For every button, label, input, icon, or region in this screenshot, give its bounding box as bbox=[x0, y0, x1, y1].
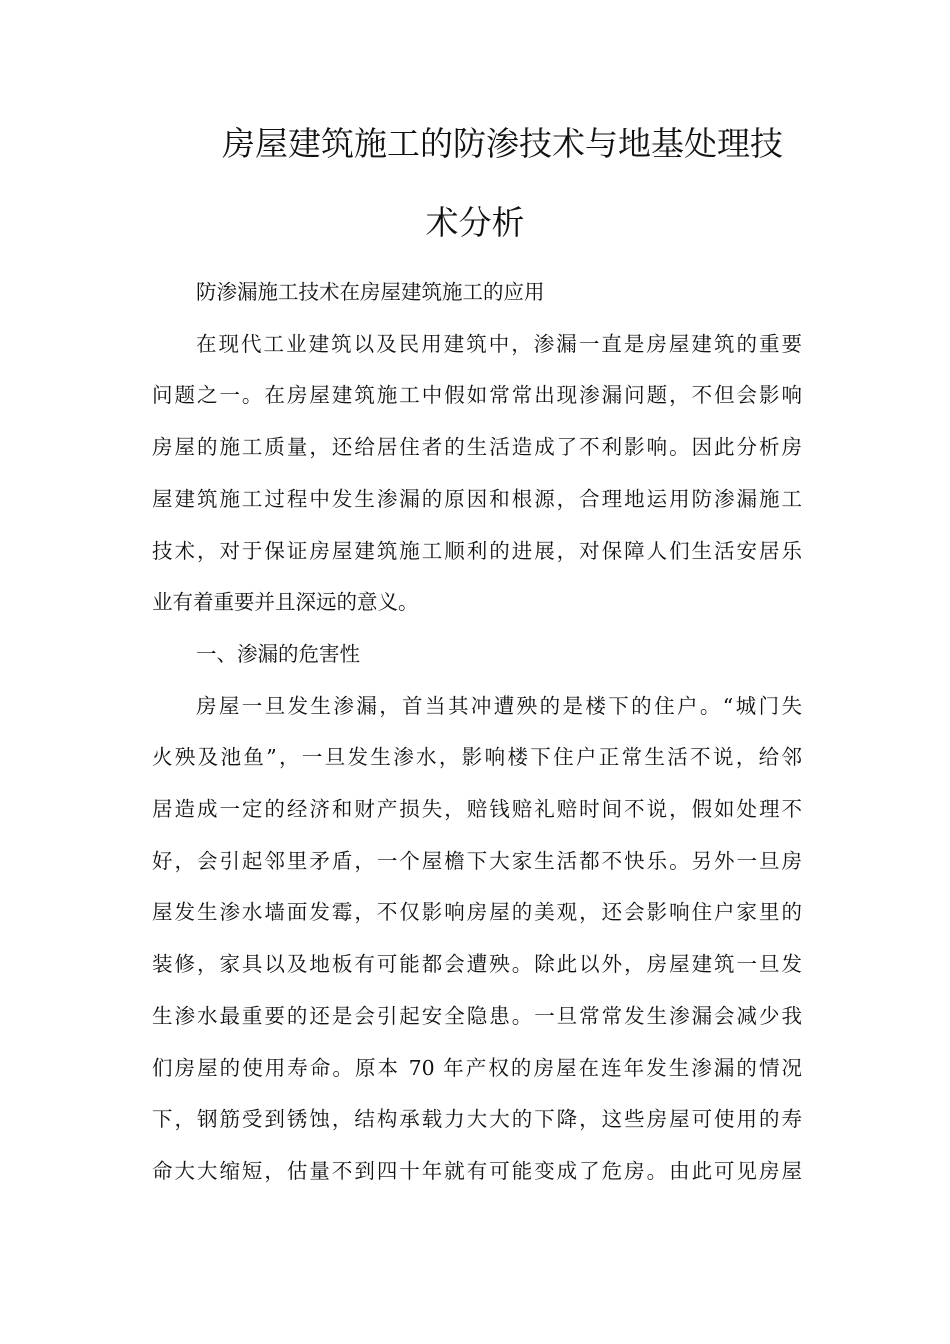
document-title-line-2: 术分析 bbox=[425, 203, 525, 242]
paragraph-line: 技术，对于保证房屋建筑施工顺利的进展，对保障人们生活安居乐 bbox=[152, 538, 802, 563]
paragraph-line: 居造成一定的经济和财产损失，赔钱赔礼赔时间不说，假如处理不 bbox=[152, 797, 802, 822]
section-heading-anti-leakage bbox=[152, 267, 802, 319]
document-body bbox=[152, 267, 802, 1198]
paragraph-line: 在现代工业建筑以及民用建筑中，渗漏一直是房屋建筑的重要 bbox=[196, 331, 802, 356]
paragraph-line: 好，会引起邻里矛盾，一个屋檐下大家生活都不快乐。另外一旦房 bbox=[152, 848, 802, 873]
paragraph-harm bbox=[152, 681, 802, 1198]
section-heading-harm bbox=[152, 629, 802, 681]
paragraph-line: 命大大缩短，估量不到四十年就有可能变成了危房。由此可见房屋 bbox=[152, 1158, 802, 1183]
section-heading-text: 一、渗漏的危害性 bbox=[196, 641, 360, 666]
paragraph-line: 下，钢筋受到锈蚀，结构承载力大大的下降，这些房屋可使用的寿 bbox=[152, 1107, 802, 1132]
document-title-line-1: 房屋建筑施工的防渗技术与地基处理技 bbox=[222, 124, 783, 163]
paragraph-line: 火殃及池鱼”，一旦发生渗水，影响楼下住户正常生活不说，给邻 bbox=[152, 745, 802, 770]
paragraph-line: 生渗水最重要的还是会引起安全隐患。一旦常常发生渗漏会减少我 bbox=[152, 1003, 802, 1028]
paragraph-intro bbox=[152, 319, 802, 629]
paragraph-line: 业有着重要并且深远的意义。 bbox=[152, 590, 419, 615]
paragraph-line: 屋建筑施工过程中发生渗漏的原因和根源，合理地运用防渗漏施工 bbox=[152, 486, 802, 511]
paragraph-line: 问题之一。在房屋建筑施工中假如常常出现渗漏问题，不但会影响 bbox=[152, 383, 802, 408]
paragraph-line: 装修，家具以及地板有可能都会遭殃。除此以外，房屋建筑一旦发 bbox=[152, 952, 802, 977]
paragraph-line: 屋发生渗水墙面发霉，不仅影响房屋的美观，还会影响住户家里的 bbox=[152, 900, 802, 925]
section-heading-text: 防渗漏施工技术在房屋建筑施工的应用 bbox=[196, 280, 545, 304]
paragraph-line: 房屋一旦发生渗漏，首当其冲遭殃的是楼下的住户。“城门失 bbox=[196, 693, 802, 718]
paragraph-line: 房屋的施工质量，还给居住者的生活造成了不利影响。因此分析房 bbox=[152, 435, 802, 460]
paragraph-line: 们房屋的使用寿命。原本 70 年产权的房屋在连年发生渗漏的情况 bbox=[152, 1055, 802, 1080]
